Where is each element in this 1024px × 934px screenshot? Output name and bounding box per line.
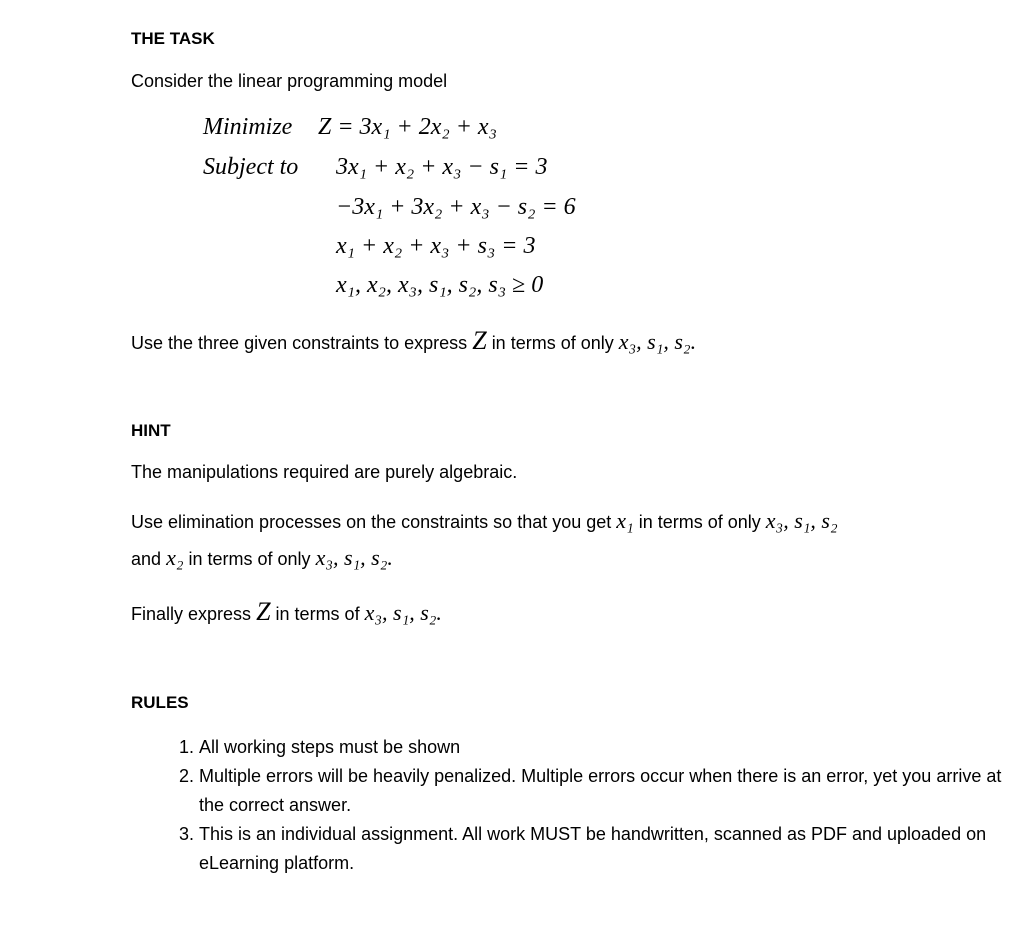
- constraint-2: −3x₁ + 3x₂ + x₃ − s₂ = 6: [336, 194, 576, 220]
- objective-equation: Z = 3x₁ + 2x₂ + x₃: [318, 114, 497, 140]
- hint-line-3-text: and: [131, 549, 162, 569]
- constraint-3: x₁ + x₂ + x₃ + s₃ = 3: [336, 233, 536, 259]
- hint-line-4: [131, 597, 442, 627]
- objective-label: Minimize: [203, 114, 293, 140]
- constraint-1: 3x₁ + x₂ + x₃ − s₁ = 3: [336, 154, 548, 180]
- hint-line-4-z: Z: [256, 597, 271, 626]
- hint-line-2-var: x₁: [616, 508, 634, 533]
- hint-line-4-vars: x₃, s₁, s₂.: [364, 600, 442, 625]
- task-heading: THE TASK: [131, 29, 215, 48]
- task-instruction: [131, 326, 696, 356]
- nonnegativity-constraint: x₁, x₂, x₃, s₁, s₂, s₃ ≥ 0: [336, 272, 544, 298]
- instruction-z: Z: [472, 326, 487, 355]
- rules-heading: RULES: [131, 693, 189, 712]
- hint-line-3-var: x₂: [166, 545, 184, 570]
- instruction-vars: x₃, s₁, s₂.: [618, 329, 697, 354]
- hint-line-2: [131, 508, 838, 534]
- rules-list: [163, 733, 1019, 878]
- rule-item-3: 3. This is an individual assignment. All work MUST be handwritten, scanned as PDF and uploaded on eLearning platform.: [199, 820, 1019, 878]
- constraints-label: Subject to: [203, 154, 299, 180]
- hint-line-1: The manipulations required are purely algebraic.: [131, 462, 518, 482]
- hint-line-2-text: Use elimination processes on the constraints so that you get: [131, 512, 612, 532]
- hint-line-3-vars: x₃, s₁, s₂.: [315, 545, 393, 570]
- rule-item-1: 1. All working steps must be shown: [199, 733, 1019, 762]
- instruction-mid: in terms of only: [491, 333, 614, 353]
- hint-line-3: [131, 545, 393, 571]
- hint-line-2-mid: in terms of only: [638, 512, 761, 532]
- instruction-text: Use the three given constraints to express: [131, 333, 468, 353]
- hint-line-3-mid: in terms of only: [188, 549, 311, 569]
- rule-item-2: 2. Multiple errors will be heavily penalized. Multiple errors occur when there is an error, yet you arrive at the correct answer.: [199, 762, 1019, 820]
- hint-heading: HINT: [131, 421, 171, 440]
- hint-line-4-text: Finally express: [131, 604, 252, 624]
- hint-line-2-vars: x₃, s₁, s₂: [765, 508, 838, 533]
- task-intro: Consider the linear programming model: [131, 71, 448, 91]
- hint-line-4-mid: in terms of: [275, 604, 360, 624]
